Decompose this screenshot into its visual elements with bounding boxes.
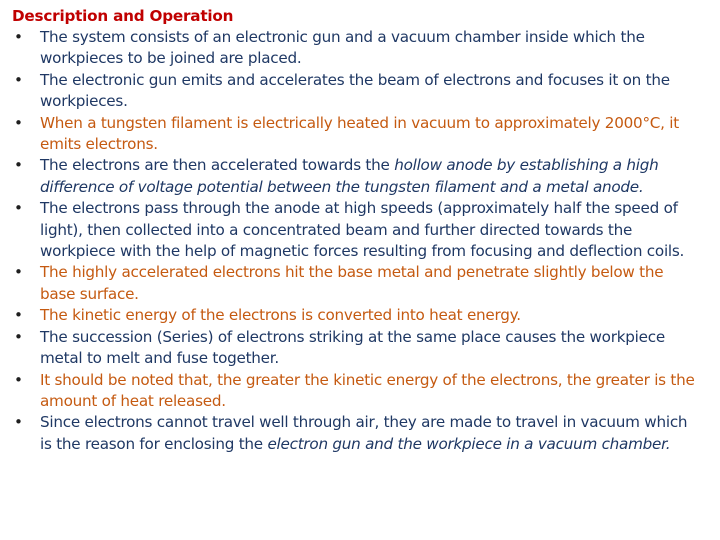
bullet-item bbox=[12, 412, 702, 455]
bullet-text: The highly accelerated electrons hit the base metal and penetrate slightly below the base surface. bbox=[40, 263, 664, 303]
bullet-text: It should be noted that, the greater the kinetic energy of the electrons, the greater is the amount of heat released. bbox=[40, 370, 695, 410]
bullet-item bbox=[12, 262, 702, 305]
bullet-text: The electrons pass through the anode at high speeds (approximately half the speed of light), then collected into a concentrated beam and further directed towards the workpiece with the help of magnetic forces resulting from focusing and deflection coils. bbox=[40, 199, 685, 261]
bullet-text: The kinetic energy of the electrons is converted into heat energy. bbox=[40, 306, 521, 325]
bullet-dot: • bbox=[14, 113, 23, 132]
bullet-dot: • bbox=[14, 413, 23, 432]
bullet-text: The electrons are then accelerated towards the bbox=[40, 156, 395, 175]
bullet-dot: • bbox=[14, 70, 23, 89]
slide-title: Description and Operation bbox=[12, 7, 234, 25]
bullet-list bbox=[12, 27, 702, 455]
bullet-text: Since electrons cannot travel well through air, they are made to travel in vacuum which is the reason for enclosing the bbox=[40, 413, 688, 453]
bullet-item bbox=[12, 305, 702, 326]
bullet-text: When a tungsten filament is electrically heated in vacuum to approximately 2000°C, it emits electrons. bbox=[40, 113, 679, 154]
bullet-text: The succession (Series) of electrons striking at the same place causes the workpiece metal to melt and fuse together. bbox=[40, 327, 665, 368]
bullet-text-italic: electron gun and the workpiece in a vacuum chamber. bbox=[267, 434, 671, 453]
bullet-dot: • bbox=[14, 306, 23, 325]
bullet-dot: • bbox=[14, 199, 23, 218]
bullet-dot: • bbox=[14, 263, 23, 282]
bullet-item bbox=[12, 113, 702, 156]
bullet-item bbox=[12, 70, 702, 113]
bullet-text: The electronic gun emits and accelerates the beam of electrons and focuses it on the workpieces. bbox=[40, 70, 670, 111]
bullet-item bbox=[12, 198, 702, 262]
bullet-text: The system consists of an electronic gun and a vacuum chamber inside which the workpieces to be joined are placed. bbox=[40, 28, 645, 68]
bullet-dot: • bbox=[14, 327, 23, 346]
bullet-dot: • bbox=[14, 370, 23, 389]
bullet-dot: • bbox=[14, 156, 23, 175]
bullet-item bbox=[12, 327, 702, 370]
bullet-item bbox=[12, 27, 702, 70]
bullet-item bbox=[12, 155, 702, 198]
bullet-text-italic: hollow anode by establishing a high difference of voltage potential between the tungsten filament and a metal anode. bbox=[40, 156, 659, 196]
bullet-item bbox=[12, 370, 702, 413]
bullet-dot: • bbox=[14, 28, 23, 46]
